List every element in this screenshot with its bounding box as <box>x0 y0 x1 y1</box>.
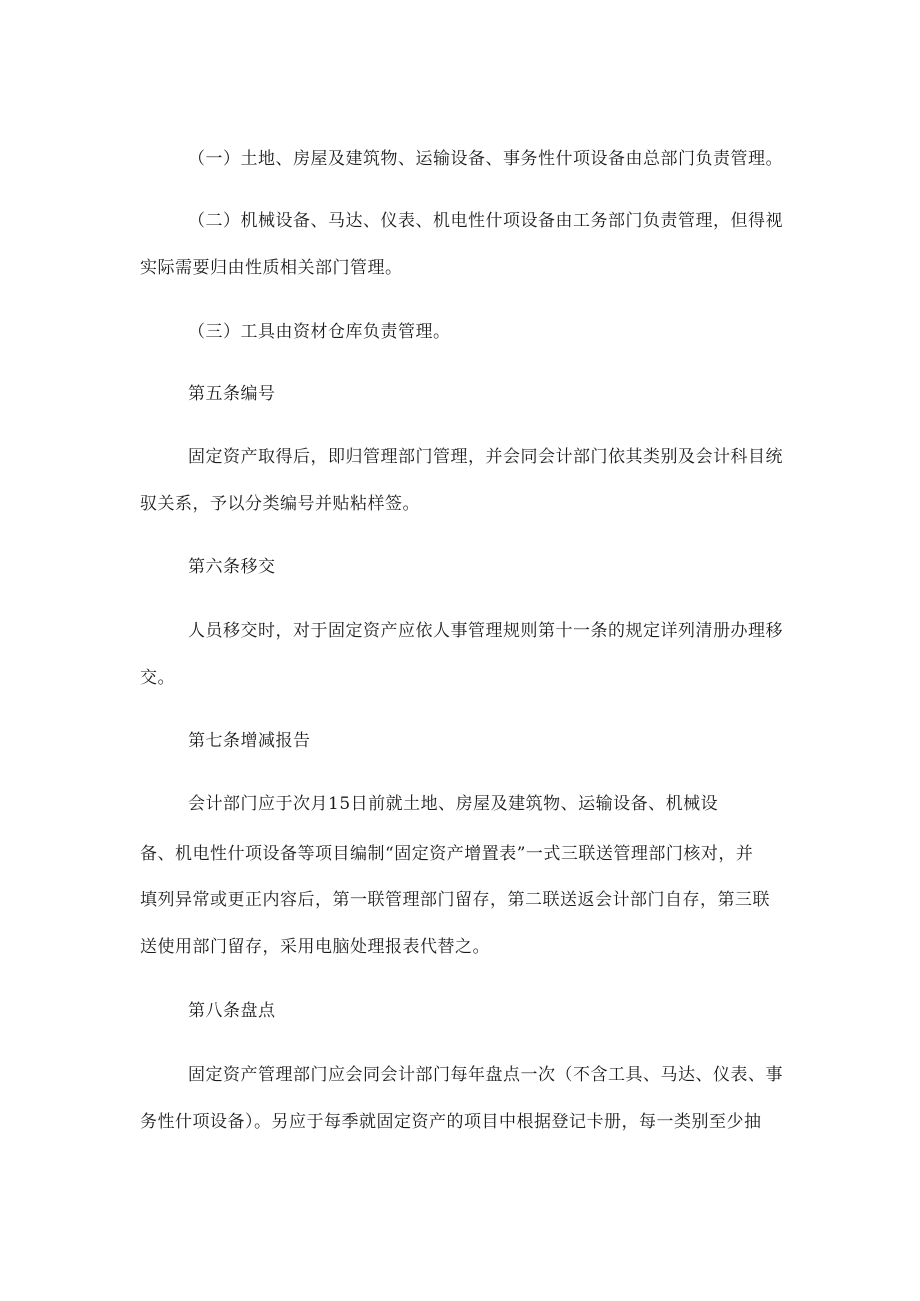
clause-item-2-line-2: 实际需要归由性质相关部门管理。 <box>140 258 403 278</box>
article-8-heading: 第八条盘点 <box>188 1001 276 1021</box>
article-5-line-2: 驭关系，予以分类编号并贴粘样签。 <box>140 494 420 514</box>
clause-item-3: （三）工具由资材仓库负责管理。 <box>188 322 451 342</box>
clause-item-2-line-1: （二）机械设备、马达、仪表、机电性什项设备由工务部门负责管理，但得视 <box>188 211 783 231</box>
article-6-line-1: 人员移交时，对于固定资产应依人事管理规则第十一条的规定详列清册办理移 <box>188 621 783 641</box>
article-7-line-1: 会计部门应于次月15日前就土地、房屋及建筑物、运输设备、机械设 <box>188 794 719 814</box>
clause-item-1: （一）土地、房屋及建筑物、运输设备、事务性什项设备由总部门负责管理。 <box>188 149 783 169</box>
article-8-line-1: 固定资产管理部门应会同会计部门每年盘点一次（不含工具、马达、仪表、事 <box>188 1065 783 1085</box>
article-5-heading: 第五条编号 <box>188 384 276 404</box>
article-7-line-4: 送使用部门留存，采用电脑处理报表代替之。 <box>140 937 490 957</box>
article-6-heading: 第六条移交 <box>188 557 276 577</box>
article-7-line-2: 备、机电性什项设备等项目编制“固定资产增置表”一式三联送管理部门核对，并 <box>140 844 754 864</box>
article-7-heading: 第七条增减报告 <box>188 731 311 751</box>
article-8-line-2: 务性什项设备）。另应于每季就固定资产的项目中根据登记卡册，每一类别至少抽 <box>140 1112 762 1132</box>
article-7-line-3: 填列异常或更正内容后，第一联管理部门留存，第二联送返会计部门自存，第三联 <box>140 890 770 910</box>
article-5-line-1: 固定资产取得后，即归管理部门管理，并会同会计部门依其类别及会计科目统 <box>188 447 783 467</box>
article-6-line-2: 交。 <box>140 668 175 688</box>
